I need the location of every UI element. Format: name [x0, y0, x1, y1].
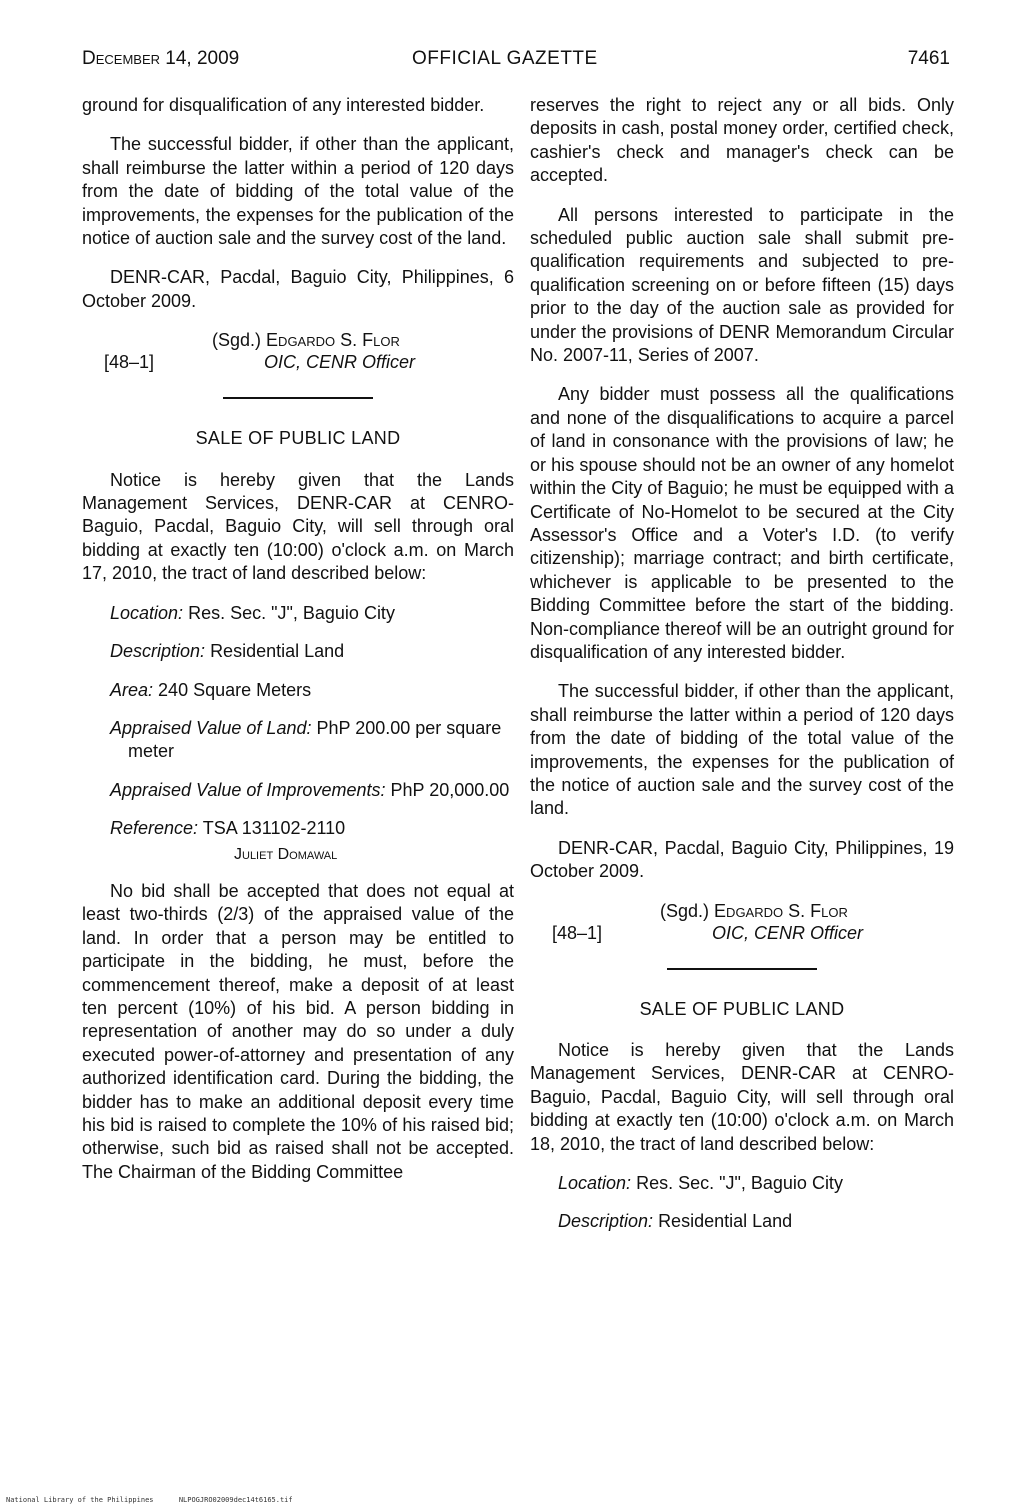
paragraph: The successful bidder, if other than the applicant, shall reimburse the latter within a period of 120 days from the date of bidding of the total value of the improvements, the expenses for the publication of the notice of auction sale and the survey cost of the land.	[530, 681, 954, 819]
field-location: Location: Res. Sec. "J", Baguio City	[558, 1173, 843, 1194]
field-improvements-value: Appraised Value of Improvements: PhP 20,000.00	[110, 779, 510, 800]
signatory: (Sgd.) Edgardo S. Flor	[212, 330, 400, 351]
paragraph: Any bidder must possess all the qualifications and none of the disqualifications to acquire a parcel of land in consonance with the provisions of law; he or his spouse should not be an owner of any homelot within the City of Baguio; he must be equipped with a Certificate of No-Homelot to be secured at the City Assessor's Office and a Voter's I.D. (to verify citizenship); marriage contract; and birth certificate, whichever is applicable to be presented to the Bidding Committee before the start of the bidding. Non-compliance thereof will be an outright ground for disqualification of any interested bidder.	[530, 384, 954, 662]
field-location: Location: Res. Sec. "J", Baguio City	[110, 602, 395, 623]
signature-block	[530, 900, 954, 948]
paragraph: The successful bidder, if other than the applicant, shall reimburse the latter within a period of 120 days from the date of bidding of the total value of the improvements, the expenses for the publication of the notice of auction sale and the survey cost of the land.	[82, 134, 514, 249]
signature-block	[82, 329, 514, 377]
page-number: 7461	[907, 48, 950, 69]
signatory: (Sgd.) Edgardo S. Flor	[660, 900, 848, 921]
notice-paragraph: Notice is hereby given that the Lands Management Services, DENR-CAR at CENRO-Baguio, Pacdal, Baguio City, will sell through oral bidding at exactly ten (10:00) o'clock a.m. on March 17, 2010, the tract of land described below:	[82, 469, 514, 584]
scan-footer	[6, 1496, 293, 1504]
paragraph: No bid shall be accepted that does not equal at least two-thirds (2/3) of the appraised value of the land. In order that a person may be entitled to participate in the bidding, he must, before the commencement thereof, make a deposit of at least ten percent (10%) of his bid. A person bidding in representation of another may do so under a duly executed power-of-attorney and presentation of any authorized identification card. During the bidding, the bidder has to make an additional deposit every time his bid is raised to complete the 10% of his raised bid; otherwise, such bid as raised shall not be accepted. The Chairman of the Bidding Committee	[82, 880, 514, 1182]
field-description: Description: Residential Land	[558, 1211, 793, 1232]
date-line: DENR-CAR, Pacdal, Baguio City, Philippines, 6 October 2009.	[82, 267, 514, 311]
issue-code: [48–1]	[104, 352, 155, 373]
signatory-office: OIC, CENR Officer	[712, 922, 864, 943]
notice-heading: SALE OF PUBLIC LAND	[195, 428, 401, 449]
reference-name: Juliet Domawal	[234, 845, 338, 863]
date-line: DENR-CAR, Pacdal, Baguio City, Philippines, 19 October 2009.	[530, 837, 954, 882]
field-reference: Reference: TSA 131102-2110	[110, 818, 346, 839]
field-area: Area: 240 Square Meters	[110, 679, 312, 700]
paragraph: All persons interested to participate in the scheduled public auction sale shall submit pre-qualification requirements and subjected to pre-qualification screening on or before fifteen (15) days prior to the day of the auction sale as provided for under the provisions of DENR Memorandum Circular No. 2007-11, Series of 2007.	[530, 204, 954, 366]
file-name: NLPOGJRO02009dec14t6165.tif	[178, 1496, 293, 1504]
issue-date: December 14, 2009	[82, 48, 240, 69]
issue-code: [48–1]	[552, 922, 603, 943]
notice-paragraph: Notice is hereby given that the Lands Management Services, DENR-CAR at CENRO-Baguio, Pacdal, Baguio City, will sell through oral bidding at exactly ten (10:00) o'clock a.m. on March 18, 2010, the tract of land described below:	[530, 1040, 954, 1154]
paragraph: ground for disqualification of any interested bidder.	[82, 95, 485, 115]
divider	[667, 968, 817, 970]
right-column	[530, 94, 954, 1249]
field-land-value: Appraised Value of Land: PhP 200.00 per square meter	[110, 717, 502, 762]
paragraph: reserves the right to reject any or all bids. Only deposits in cash, postal money order, certified check, cashier's check and manager's check can be accepted.	[530, 95, 954, 186]
divider	[223, 397, 373, 399]
notice-heading: SALE OF PUBLIC LAND	[639, 998, 845, 1019]
field-description: Description: Residential Land	[110, 641, 345, 662]
publication-title: OFFICIAL GAZETTE	[412, 48, 598, 69]
library-name: National Library of the Philippines	[6, 1496, 154, 1504]
signatory-office: OIC, CENR Officer	[264, 352, 416, 373]
page-header	[82, 48, 950, 78]
left-column	[82, 94, 514, 1200]
